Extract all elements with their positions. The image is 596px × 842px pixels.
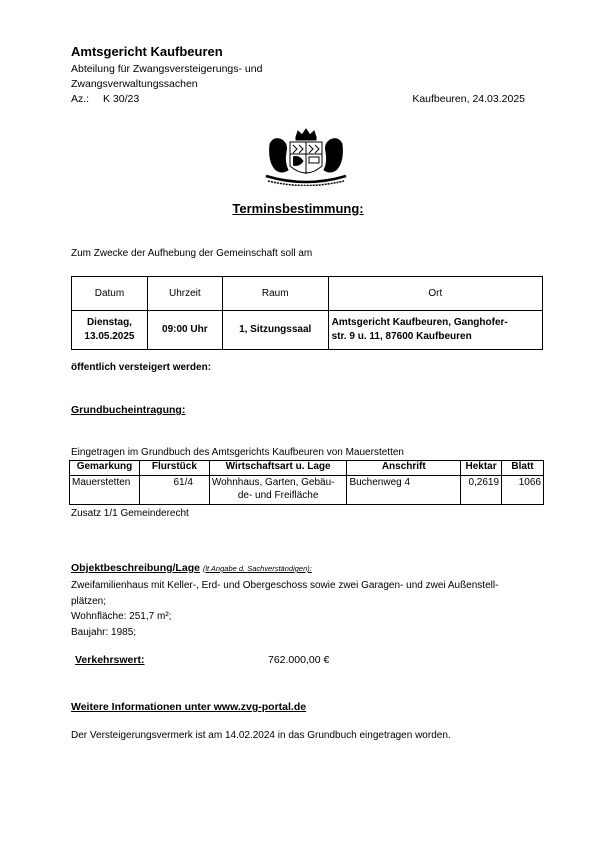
objekt-line-1: Zweifamilienhaus mit Keller-, Erd- und Obergeschoss sowie zwei Garagen- und zwei Außenstell-: [71, 580, 499, 591]
termin-date-line-1: Dienstag,: [86, 317, 132, 328]
objekt-line-3: Wohnfläche: 251,7 m²;: [71, 611, 172, 622]
termin-time: 09:00 Uhr: [147, 311, 222, 350]
column-header-wirtschaftsart: Wirtschaftsart u. Lage: [209, 461, 347, 476]
termin-room: 1, Sitzungssaal: [222, 311, 328, 350]
cell-flurstueck: [139, 476, 209, 505]
column-header-hektar: Hektar: [461, 461, 502, 476]
column-header-room: Raum: [222, 277, 328, 311]
intro-text: Zum Zwecke der Aufhebung der Gemeinschaft soll am: [71, 248, 313, 259]
cell-wirtschaftsart: [209, 476, 347, 505]
termin-table-header: [72, 277, 543, 311]
termin-location-line-2: str. 9 u. 11, 87600 Kaufbeuren: [331, 331, 472, 342]
objekt-line-2: plätzen;: [71, 595, 107, 607]
department: [71, 62, 331, 92]
column-header-anschrift: Anschrift: [347, 461, 461, 476]
wirtschaftsart-line-2: de- und Freifläche: [237, 490, 319, 501]
page-title: Terminsbestimmung:: [232, 201, 364, 216]
info-link-text: Weitere Informationen unter www.zvg-portal.de: [71, 701, 307, 713]
cell-anschrift: Buchenweg 4: [347, 476, 461, 505]
grundbuch-table-header: [70, 461, 544, 476]
objekt-heading: [71, 562, 312, 574]
verkehrswert-value: 762.000,00 €: [268, 654, 330, 666]
court-name: Amtsgericht Kaufbeuren: [71, 44, 223, 59]
case-number-value: K 30/23: [103, 93, 140, 105]
case-number-label: Az.:: [71, 93, 90, 105]
objekt-description: [71, 578, 551, 640]
cell-gemarkung: Mauerstetten: [70, 476, 140, 505]
zusatz-text: Zusatz 1/1 Gemeinderecht: [71, 508, 189, 519]
grundbuch-intro: Eingetragen im Grundbuch des Amtsgerichts Kaufbeuren von Mauerstetten: [71, 447, 404, 458]
bavarian-coat-of-arms-icon: [262, 128, 350, 186]
column-header-date: Datum: [72, 277, 148, 311]
grundbuch-heading: Grundbucheintragung:: [71, 404, 186, 416]
flurstueck-value: 61/4: [173, 477, 193, 488]
termin-date-line-2: 13.05.2025: [84, 331, 135, 342]
case-number: [71, 93, 139, 105]
department-line-2: Zwangsverwaltungssachen: [71, 78, 198, 90]
after-table-text: öffentlich versteigert werden:: [71, 362, 212, 373]
department-line-1: Abteilung für Zwangsversteigerungs- und: [71, 63, 263, 75]
objekt-heading-note: (lt Angabe d. Sachverständigen):: [202, 564, 312, 573]
column-header-flurstueck: Flurstück: [139, 461, 209, 476]
table-row: [70, 476, 544, 505]
grundbuch-table: [69, 460, 544, 505]
closing-note: Der Versteigerungsvermerk ist am 14.02.2024 in das Grundbuch eingetragen worden.: [71, 730, 451, 741]
table-row: [72, 311, 543, 350]
termin-location: [328, 311, 542, 350]
objekt-line-4: Baujahr: 1985;: [71, 626, 137, 638]
column-header-location: Ort: [328, 277, 542, 311]
termin-date: [72, 311, 148, 350]
place-date: Kaufbeuren, 24.03.2025: [412, 93, 525, 105]
termin-table: [71, 276, 543, 350]
termin-location-line-1: Amtsgericht Kaufbeuren, Ganghofer-: [331, 317, 508, 328]
wirtschaftsart-line-1: Wohnhaus, Garten, Gebäu-: [211, 477, 335, 488]
cell-hektar: 0,2619: [461, 476, 502, 505]
verkehrswert-label: Verkehrswert:: [75, 654, 145, 666]
objekt-heading-label: Objektbeschreibung/Lage: [71, 562, 200, 574]
column-header-time: Uhrzeit: [147, 277, 222, 311]
column-header-blatt: Blatt: [502, 461, 544, 476]
cell-blatt: 1066: [502, 476, 544, 505]
column-header-gemarkung: Gemarkung: [70, 461, 140, 476]
